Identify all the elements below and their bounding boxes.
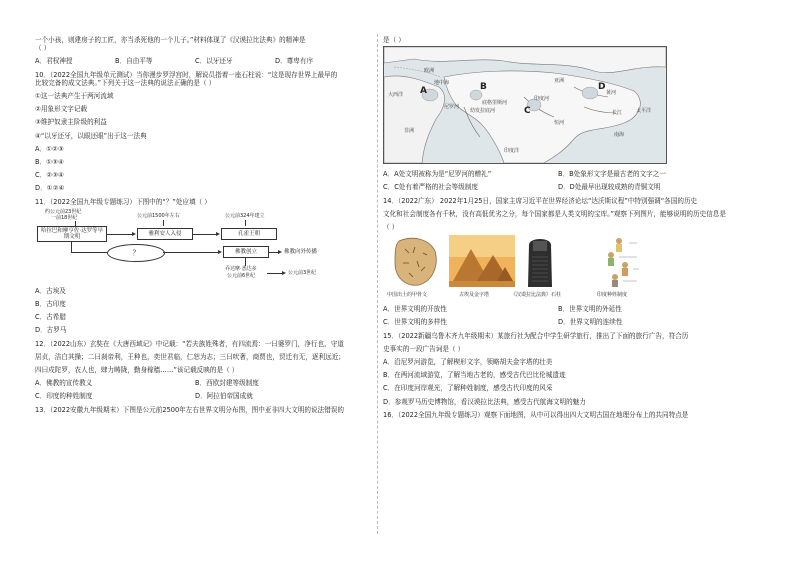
q9-option-b[interactable]: B．自由平等 [115, 57, 153, 66]
diagram-top-right: 公元前324年建立 [225, 212, 265, 219]
arrow-right-icon [216, 232, 220, 236]
q13-stem: 13．（2022安徽九年级期末）下图是公元前2500年左右世界文明分布图，图中亚非四大文明的说法错误的 [35, 405, 344, 414]
q9-stem: 一个小孩，则建房子的工匠，亦当杀死他的一个儿子。”材料体现了《汉谟拉比法典》的精神是 [35, 36, 306, 44]
map-label: 地中海 [434, 80, 450, 87]
q10-option-d[interactable]: D．①②④ [35, 184, 65, 193]
pic-caption-oracle: 中国出土的甲骨文 [387, 292, 428, 299]
q14-stem: 14．（2022广东） 2022年1月25日，国家主席习近平在世界经济论坛“达沃斯议程”中特别强调“各国的历史 [383, 196, 698, 205]
diagram-top-left: 约公元前23世纪 [45, 208, 82, 215]
q11-option-a[interactable]: A．古埃及 [35, 286, 66, 295]
q13-option-c[interactable]: C．C处有着严格的社会等级制度 [383, 183, 478, 192]
map-label: 尼罗河 [444, 104, 460, 111]
map-label: 非洲 [404, 128, 415, 135]
diagram-line-down [71, 242, 72, 252]
map-label: 恒河 [554, 120, 565, 127]
q12-stem: 12．（2022山东）玄奘在《大唐西域记》中记载：“若夫族姓殊者，有四流焉：一曰婆罗门，净行也，守道 [35, 339, 344, 348]
arrow-right-icon [278, 250, 282, 254]
diagram-spread: 佛教向外传播 [284, 248, 318, 255]
q11-option-b[interactable]: B．古印度 [35, 300, 66, 309]
arrow-right-icon [218, 250, 222, 254]
q10-statement-2: ②用象形文字记载 [35, 105, 88, 114]
q13-option-a[interactable]: A．A处文明被称为是“尼罗河的赠礼” [383, 170, 492, 179]
q10-option-c[interactable]: C．②③④ [35, 171, 64, 180]
oracle-bone-image [389, 235, 441, 287]
map-label: 黄河 [606, 90, 617, 97]
q12-option-b[interactable]: B．西欧封建等级制度 [195, 379, 259, 388]
q13-stem-cont: 是（ ） [383, 36, 405, 44]
arrow-right-icon [282, 271, 286, 275]
q9-option-c[interactable]: C．以牙还牙 [195, 57, 233, 66]
diagram-box-maurya: 孔雀王朝 [221, 228, 277, 240]
q12-option-d[interactable]: D．阿拉伯帝国成就 [195, 392, 253, 401]
column-divider [377, 34, 378, 534]
diagram-arrow-line-2 [193, 234, 217, 235]
q13-options-row-2 [383, 183, 761, 191]
q15-option-d[interactable]: D．参观罗马历史博物馆，看汉谟拉比法典，感受古代航海文明的魅力 [383, 397, 586, 406]
q15-option-c[interactable]: C．在印度河岸观光，了解种姓制度，感受古代印度的风采 [383, 384, 553, 393]
q14-options-row-1 [383, 305, 761, 313]
q11-stem: 11．（2022全国九年级专题练习）下图中的“？”处应填（ ） [35, 197, 211, 206]
left-column [35, 36, 373, 414]
map-label: 幼发拉底河 [470, 108, 496, 115]
ancient-civilizations-map [383, 46, 667, 164]
map-letter-b: B [480, 82, 487, 93]
diagram-arrow-line-1 [107, 234, 133, 235]
q9-options [35, 57, 373, 65]
pic-caption-caste: 印度种姓制度 [597, 292, 628, 299]
q9-paren: （ ） [35, 44, 51, 53]
q14-options-row-2 [383, 318, 761, 326]
q10-statement-3: ③维护奴隶主阶级的利益 [35, 118, 107, 127]
q9-option-a[interactable]: A．君权神授 [35, 57, 73, 66]
q12-option-a[interactable]: A．佛教的宣传教义 [35, 379, 93, 388]
diagram-box-aryan: 雅利安人入侵 [137, 228, 193, 240]
q9-option-d[interactable]: D．尊卑有序 [275, 57, 314, 66]
diagram-box-harappa: 哈拉巴和摩亨佐·达罗等早期文明 [37, 226, 107, 242]
diagram-arrow-line-5 [267, 273, 283, 274]
map-letter-c: C [524, 106, 531, 117]
map-letter-d: D [598, 82, 606, 93]
map-label: 大西洋 [388, 92, 404, 99]
diagram-bottom-right: 公元前3世纪 [288, 269, 317, 276]
q11-option-d[interactable]: D．古罗马 [35, 326, 67, 335]
q14-option-d[interactable]: D．世界文明的连续性 [558, 318, 623, 327]
q13-option-d[interactable]: D．D处最早出现较成熟的青铜文明 [558, 183, 661, 192]
q15-option-b[interactable]: B．在两河流域游览，了解当地古老的，感受古代巴比伦城遗迹 [383, 371, 566, 380]
q13-options-row-1 [383, 170, 761, 178]
diagram-box-buddhism: 佛教创立 [223, 246, 269, 258]
q12-stem-3: 四曰戍陀罗，农人也，肆力畴陇，勤身稼穑……”该记载反映的是（ ） [35, 366, 239, 375]
map-label: 南海 [614, 132, 625, 139]
diagram-bottom-mid: 乔达摩·悉达多 [225, 265, 257, 272]
pic-caption-pyramids: 古埃及金字塔 [459, 292, 490, 299]
pyramids-image [449, 235, 515, 287]
q10-stem-2: 比较完备的成文法典。”下列关于这一法典的说法正确的是（ ） [35, 78, 216, 87]
map-label: 亚洲 [554, 78, 565, 85]
map-landmass-svg [384, 47, 666, 163]
q11-option-c[interactable]: C．古希腊 [35, 313, 66, 322]
diagram-tick-4 [245, 258, 246, 266]
q14-picture-row [383, 235, 683, 301]
right-column [383, 36, 761, 419]
diagram-tick-2 [163, 220, 164, 226]
q10-option-a[interactable]: A．①②③ [35, 144, 64, 153]
q15-option-a[interactable]: A．沿尼罗河游览，了解楔形文字，领略胡夫金字塔的壮美 [383, 358, 553, 367]
q10-statement-1: ①这一法典产生于两河流域 [35, 92, 114, 101]
india-history-diagram [35, 209, 335, 283]
map-label: 底格里斯河 [482, 100, 508, 107]
pic-caption-stele: 《汉谟拉比法典》石柱 [511, 292, 562, 299]
q14-stem-2: 文化和社会制度各有千秋，没有高低优劣之分，每个国家都是人类文明的宝库。”观察下列图片，能够说明的历史信息是 [383, 209, 726, 218]
diagram-line-across [71, 252, 107, 253]
diagram-bottom-mid-2: 公元前6世纪 [227, 272, 256, 279]
q12-option-c[interactable]: C．印度的种姓制度 [35, 392, 93, 401]
hammurabi-stele-image [525, 235, 555, 287]
caste-system-image [589, 235, 659, 287]
q10-option-b[interactable]: B．①③④ [35, 158, 64, 167]
q13-option-b[interactable]: B．B处象形文字是最古老的文字之一 [558, 170, 666, 179]
q12-options-row-2 [35, 392, 373, 400]
diagram-tick-3 [245, 220, 246, 226]
diagram-question-ellipse: ？ [107, 244, 165, 262]
q10-statement-4: ④“以牙还牙，以眼还眼”出于这一法典 [35, 131, 147, 140]
map-label: 长江 [612, 110, 623, 117]
q14-paren: （ ） [383, 223, 399, 232]
map-label: 印度洋 [504, 148, 520, 155]
map-letter-a: A [420, 86, 427, 97]
diagram-top-mid: 公元前1500年左右 [137, 212, 180, 219]
q14-option-a[interactable]: A．世界文明的开放性 [383, 305, 447, 314]
map-label: 太平洋 [636, 108, 652, 115]
q10-stem: 10．（2022全国九年级单元测试）当你漫步罗浮宫时，解说员指着一座石柱说：“这是现存世界上最早的 [35, 70, 338, 79]
diagram-top-left-2: 一前18世纪 [51, 214, 78, 221]
arrow-right-icon [132, 232, 136, 236]
q15-stem-2: 史事实的一段广告词是（ ） [383, 344, 465, 353]
q15-stem: 15．（2022新疆乌鲁木齐九年级期末）某旅行社为配合中学生研学旅行，推出了下面的旅行广告，符合历 [383, 331, 689, 340]
diagram-arrow-line-3 [163, 252, 219, 253]
q12-options-row-1 [35, 379, 373, 387]
q14-option-c[interactable]: C．世界文明的多样性 [383, 318, 447, 327]
map-label: 欧洲 [424, 68, 435, 75]
map-label: 印度河 [534, 96, 550, 103]
q12-stem-2: 居贞，洁白其操；二曰刹帝利，王种也，奕世君临，仁恕为志；三曰吠奢，商贾也，贸迁有无，逐利远近； [35, 352, 345, 361]
q16-stem: 16．（2022全国九年级专题练习）观察下面地图，从中可以得出四大文明古国在地理分布上的共同特点是 [383, 410, 689, 419]
q14-option-b[interactable]: B．世界文明的外延性 [558, 305, 622, 314]
